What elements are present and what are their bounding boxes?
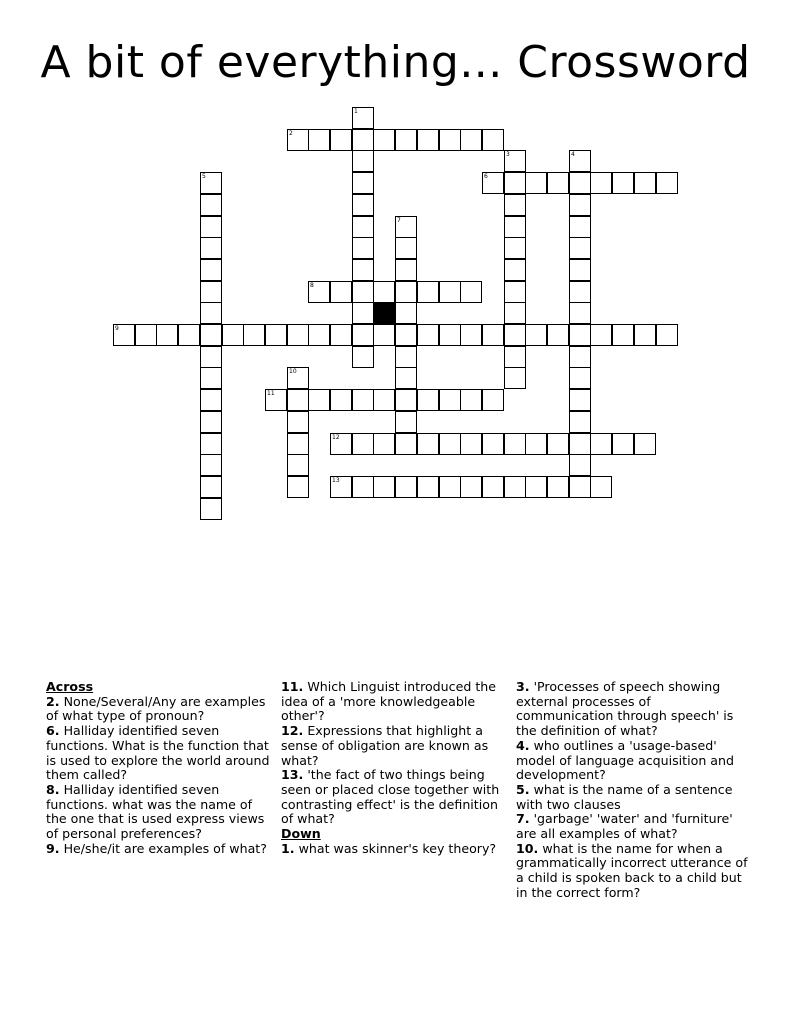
puzzle-title: A bit of everything... Crossword (40, 37, 751, 88)
clue-text: what was skinner's key theory? (298, 840, 497, 856)
grid-cell[interactable] (352, 129, 374, 151)
grid-cell[interactable] (460, 324, 482, 346)
grid-cell[interactable] (504, 302, 526, 324)
grid-cell[interactable] (656, 172, 678, 194)
clue-text: 'Processes of speech showing external processes of communication through speech' is the definition of what? (516, 679, 734, 739)
grid-cell[interactable] (482, 389, 504, 411)
grid-cell[interactable] (569, 216, 591, 238)
clue-number: 12. (281, 723, 304, 739)
grid-cell[interactable] (200, 411, 222, 433)
grid-cell[interactable] (482, 476, 504, 498)
clue-number: 1. (281, 840, 295, 856)
clue-across-2 (46, 695, 276, 724)
cell-number: 3 (506, 151, 510, 158)
grid-cell[interactable] (504, 172, 526, 194)
cell-number: 10 (289, 368, 297, 375)
grid-cell[interactable] (156, 324, 178, 346)
clue-number: 9. (46, 840, 60, 856)
grid-cell[interactable] (417, 433, 439, 455)
clue-text: Which Linguist introduced the idea of a 'more knowledgeable other'? (281, 679, 496, 724)
grid-cell[interactable] (200, 194, 222, 216)
grid-cell[interactable] (504, 476, 526, 498)
grid-cell[interactable] (590, 172, 612, 194)
clue-text: what is the name for when a grammatically incorrect utterance of a child is spoken back to a child but in the correct form? (516, 840, 748, 900)
clue-across-13 (281, 768, 511, 827)
grid-cell[interactable] (439, 389, 461, 411)
clue-text: Halliday identified seven functions. what was the name of the one that is used express views of personal preferences? (46, 781, 265, 842)
grid-cell[interactable] (525, 324, 547, 346)
clue-down-3 (516, 680, 748, 739)
grid-cell[interactable] (135, 324, 157, 346)
cell-number: 13 (332, 477, 340, 484)
grid-cell[interactable] (395, 129, 417, 151)
clue-text: 'the fact of two things being seen or placed close together with contrasting effect' is the definition of what? (281, 767, 500, 827)
grid-cell[interactable] (287, 324, 309, 346)
grid-cell[interactable] (590, 324, 612, 346)
grid-cell[interactable] (504, 259, 526, 281)
grid-cell[interactable] (352, 216, 374, 238)
grid-cell[interactable] (287, 129, 309, 151)
clue-down-10 (516, 842, 748, 901)
grid-cell[interactable] (308, 281, 330, 303)
blocked-cell (373, 302, 395, 324)
grid-cell[interactable] (352, 476, 374, 498)
grid-cell[interactable] (612, 324, 634, 346)
grid-cell[interactable] (504, 433, 526, 455)
cell-number: 11 (267, 390, 275, 397)
grid-cell[interactable] (200, 433, 222, 455)
grid-cell[interactable] (547, 172, 569, 194)
grid-cell[interactable] (460, 433, 482, 455)
grid-cell[interactable] (569, 194, 591, 216)
clue-text: None/Several/Any are examples of what type of pronoun? (46, 693, 266, 724)
grid-cell[interactable] (395, 302, 417, 324)
grid-cell[interactable] (504, 346, 526, 368)
grid-cell[interactable] (460, 281, 482, 303)
grid-cell[interactable] (482, 433, 504, 455)
grid-cell[interactable] (222, 324, 244, 346)
grid-cell[interactable] (525, 433, 547, 455)
grid-cell[interactable] (200, 172, 222, 194)
clue-across-12 (281, 724, 511, 768)
grid-cell[interactable] (504, 150, 526, 172)
grid-cell[interactable] (439, 324, 461, 346)
grid-cell[interactable] (373, 389, 395, 411)
clue-across-11 (281, 680, 511, 724)
clue-across-8 (46, 783, 276, 842)
grid-cell[interactable] (352, 433, 374, 455)
grid-cell[interactable] (439, 433, 461, 455)
grid-cell[interactable] (352, 107, 374, 129)
grid-cell[interactable] (352, 194, 374, 216)
grid-cell[interactable] (612, 172, 634, 194)
grid-cell[interactable] (547, 433, 569, 455)
grid-cell[interactable] (395, 346, 417, 368)
grid-cell[interactable] (287, 454, 309, 476)
cell-number: 12 (332, 434, 340, 441)
grid-cell[interactable] (569, 389, 591, 411)
grid-cell[interactable] (569, 324, 591, 346)
grid-cell[interactable] (200, 346, 222, 368)
grid-cell[interactable] (287, 389, 309, 411)
grid-cell[interactable] (612, 433, 634, 455)
grid-cell[interactable] (395, 324, 417, 346)
grid-cell[interactable] (243, 324, 265, 346)
grid-cell[interactable] (547, 324, 569, 346)
grid-cell[interactable] (395, 259, 417, 281)
grid-cell[interactable] (287, 433, 309, 455)
grid-cell[interactable] (439, 129, 461, 151)
grid-cell[interactable] (569, 411, 591, 433)
grid-cell[interactable] (634, 324, 656, 346)
grid-cell[interactable] (417, 129, 439, 151)
grid-cell[interactable] (482, 129, 504, 151)
grid-cell[interactable] (200, 216, 222, 238)
clue-number: 3. (516, 679, 530, 694)
grid-cell[interactable] (504, 324, 526, 346)
grid-cell[interactable] (634, 433, 656, 455)
grid-cell[interactable] (417, 476, 439, 498)
grid-cell[interactable] (352, 302, 374, 324)
grid-cell[interactable] (330, 281, 352, 303)
grid-cell[interactable] (395, 281, 417, 303)
grid-cell[interactable] (460, 389, 482, 411)
grid-cell[interactable] (330, 433, 352, 455)
clue-text: 'garbage' 'water' and 'furniture' are all examples of what? (516, 811, 733, 842)
grid-cell[interactable] (330, 389, 352, 411)
clue-number: 6. (46, 723, 60, 739)
grid-cell[interactable] (200, 367, 222, 389)
grid-cell[interactable] (569, 172, 591, 194)
grid-cell[interactable] (352, 281, 374, 303)
grid-cell[interactable] (330, 324, 352, 346)
cell-number: 1 (354, 108, 358, 115)
grid-cell[interactable] (200, 302, 222, 324)
grid-cell[interactable] (395, 216, 417, 238)
cell-number: 6 (484, 173, 488, 180)
clues-column-3 (516, 680, 748, 901)
grid-cell[interactable] (547, 476, 569, 498)
grid-cell[interactable] (287, 411, 309, 433)
grid-cell[interactable] (373, 476, 395, 498)
grid-cell[interactable] (395, 367, 417, 389)
clue-down-5 (516, 783, 748, 812)
grid-cell[interactable] (569, 476, 591, 498)
grid-cell[interactable] (395, 433, 417, 455)
grid-cell[interactable] (200, 498, 222, 520)
grid-cell[interactable] (569, 302, 591, 324)
grid-cell[interactable] (504, 237, 526, 259)
grid-cell[interactable] (287, 367, 309, 389)
grid-cell[interactable] (460, 476, 482, 498)
grid-cell[interactable] (352, 150, 374, 172)
clue-text: Halliday identified seven functions. What is the function that is used to explore the world around them called? (46, 723, 270, 783)
grid-cell[interactable] (569, 433, 591, 455)
grid-cell[interactable] (525, 172, 547, 194)
grid-cell[interactable] (308, 129, 330, 151)
cell-number: 9 (115, 325, 119, 332)
grid-cell[interactable] (504, 194, 526, 216)
cell-number: 4 (571, 151, 575, 158)
grid-cell[interactable] (352, 259, 374, 281)
grid-cell[interactable] (308, 389, 330, 411)
grid-cell[interactable] (569, 150, 591, 172)
grid-cell[interactable] (525, 476, 547, 498)
grid-cell[interactable] (287, 476, 309, 498)
grid-cell[interactable] (439, 281, 461, 303)
grid-cell[interactable] (504, 216, 526, 238)
grid-cell[interactable] (656, 324, 678, 346)
clue-number: 5. (516, 781, 530, 797)
grid-cell[interactable] (330, 476, 352, 498)
across-heading: Across (46, 679, 94, 694)
down-heading: Down (281, 826, 321, 842)
grid-cell[interactable] (330, 129, 352, 151)
grid-cell[interactable] (395, 389, 417, 411)
grid-cell[interactable] (590, 433, 612, 455)
grid-cell[interactable] (308, 324, 330, 346)
clue-down-7 (516, 812, 748, 841)
grid-cell[interactable] (373, 324, 395, 346)
clue-text: what is the name of a sentence with two clauses (516, 781, 733, 812)
cell-number: 2 (289, 130, 293, 137)
grid-cell[interactable] (200, 237, 222, 259)
clue-across-6 (46, 724, 276, 783)
clue-number: 4. (516, 737, 530, 753)
clue-number: 7. (516, 811, 530, 827)
clue-text: who outlines a 'usage-based' model of language acquisition and development? (516, 737, 734, 783)
grid-cell[interactable] (200, 454, 222, 476)
grid-cell[interactable] (439, 476, 461, 498)
grid-cell[interactable] (200, 259, 222, 281)
grid-cell[interactable] (352, 324, 374, 346)
grid-cell[interactable] (113, 324, 135, 346)
grid-cell[interactable] (504, 367, 526, 389)
grid-cell[interactable] (569, 281, 591, 303)
clue-number: 10. (516, 840, 539, 856)
clue-number: 8. (46, 781, 60, 797)
cell-number: 5 (202, 173, 206, 180)
grid-cell[interactable] (569, 346, 591, 368)
grid-cell[interactable] (265, 324, 287, 346)
grid-cell[interactable] (178, 324, 200, 346)
grid-cell[interactable] (265, 389, 287, 411)
clue-down-1 (281, 842, 511, 857)
grid-cell[interactable] (373, 129, 395, 151)
grid-cell[interactable] (569, 259, 591, 281)
grid-cell[interactable] (395, 411, 417, 433)
grid-cell[interactable] (395, 476, 417, 498)
cell-number: 8 (310, 282, 314, 289)
clue-number: 13. (281, 767, 304, 783)
clue-text: Expressions that highlight a sense of obligation are known as what? (281, 723, 489, 768)
grid-cell[interactable] (569, 454, 591, 476)
grid-cell[interactable] (569, 237, 591, 259)
grid-cell[interactable] (352, 237, 374, 259)
grid-cell[interactable] (590, 476, 612, 498)
grid-cell[interactable] (395, 237, 417, 259)
grid-cell[interactable] (482, 324, 504, 346)
grid-cell[interactable] (417, 324, 439, 346)
grid-cell[interactable] (352, 172, 374, 194)
clue-across-9 (46, 842, 276, 857)
grid-cell[interactable] (200, 324, 222, 346)
grid-cell[interactable] (373, 433, 395, 455)
clue-number: 11. (281, 679, 304, 694)
clue-text: He/she/it are examples of what? (63, 840, 267, 856)
clue-down-4 (516, 739, 748, 783)
clues-column-2 (281, 680, 511, 856)
grid-cell[interactable] (417, 389, 439, 411)
grid-cell[interactable] (200, 389, 222, 411)
grid-cell[interactable] (352, 346, 374, 368)
grid-cell[interactable] (569, 367, 591, 389)
grid-cell[interactable] (482, 172, 504, 194)
clues-column-1 (46, 680, 276, 856)
grid-cell[interactable] (504, 281, 526, 303)
grid-cell[interactable] (417, 281, 439, 303)
grid-cell[interactable] (352, 389, 374, 411)
grid-cell[interactable] (200, 281, 222, 303)
grid-cell[interactable] (460, 129, 482, 151)
clue-number: 2. (46, 693, 60, 709)
grid-cell[interactable] (634, 172, 656, 194)
grid-cell[interactable] (373, 281, 395, 303)
cell-number: 7 (397, 217, 401, 224)
grid-cell[interactable] (200, 476, 222, 498)
